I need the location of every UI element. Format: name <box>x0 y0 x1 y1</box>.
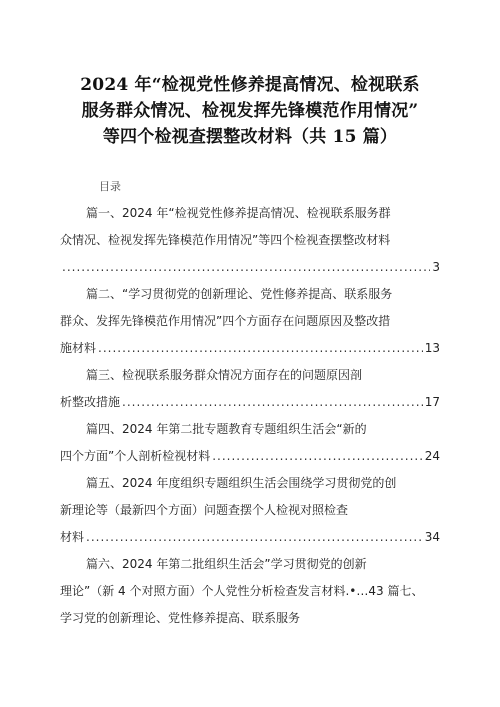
toc-entry-line: 篇四、2024 年第二批专题教育专题组织生活会“新的 <box>86 422 367 436</box>
toc-entry[interactable] <box>60 281 440 362</box>
document-title <box>40 72 460 150</box>
leader-dots <box>122 389 423 416</box>
toc-leader-line <box>60 443 440 470</box>
page-number: 17 <box>424 395 440 409</box>
toc-leader-line <box>60 335 440 362</box>
toc-heading: 目录 <box>99 180 121 193</box>
toc-entry-line: 篇三、检视联系服务群众情况方面存在的问题原因剖 <box>86 368 363 382</box>
toc-entry-line: 新理论等（最新四个方面）问题查摆个人检视对照检查 <box>60 503 349 517</box>
leader-dots <box>62 254 430 281</box>
page-number: 3 <box>432 260 440 274</box>
toc-entry-line: 篇二、“学习贯彻党的创新理论、党性修养提高、联系服务 <box>86 287 393 301</box>
toc-entry-line: 四个方面”个人剖析检视材料 <box>60 449 211 463</box>
leader-dots <box>212 443 423 470</box>
page-number: 24 <box>424 449 440 463</box>
toc-entry[interactable] <box>60 200 440 281</box>
toc-entry-line: 篇六、2024 年第二批组织生活会”学习贯彻党的创新 <box>86 557 367 571</box>
toc-leader-line <box>60 254 440 281</box>
toc-entry-line: 篇一、2024 年“检视党性修养提高情况、检视联系服务群 <box>86 206 391 220</box>
toc-leader-line <box>60 524 440 551</box>
toc-entry[interactable] <box>60 416 440 470</box>
title-line-3: 等四个检视查摆整改材料（共 15 篇） <box>102 127 398 147</box>
title-line-1: 2024 年“检视党性修养提高情况、检视联系 <box>80 75 420 95</box>
toc-entry-line: 理论”（新 4 个对照方面）个人党性分析检查发言材料.•…43 篇七、 <box>60 584 424 598</box>
page-number: 13 <box>424 341 440 355</box>
toc-entry[interactable] <box>60 470 440 551</box>
table-of-contents <box>60 200 440 632</box>
toc-entry-line: 施材料 <box>60 341 97 355</box>
toc-entry[interactable] <box>60 551 440 632</box>
toc-entry-line: 群众、发挥先锋模范作用情况”四个方面存在问题原因及整改措 <box>60 314 391 328</box>
toc-entry-line: 学习党的创新理论、党性修养提高、联系服务 <box>60 611 301 625</box>
toc-entry[interactable] <box>60 362 440 416</box>
leader-dots <box>86 524 423 551</box>
toc-entry-line: 材料 <box>60 530 85 544</box>
toc-entry-line: 篇五、2024 年度组织专题组织生活会围绕学习贯彻党的创 <box>86 476 397 490</box>
title-line-2: 服务群众情况、检视发挥先锋模范作用情况” <box>81 101 419 121</box>
toc-entry-line: 析整改措施 <box>60 395 121 409</box>
page-number: 34 <box>424 530 440 544</box>
toc-leader-line <box>60 389 440 416</box>
toc-entry-line: 众情况、检视发挥先锋模范作用情况”等四个检视查摆整改材料 <box>60 233 391 247</box>
leader-dots <box>98 335 423 362</box>
